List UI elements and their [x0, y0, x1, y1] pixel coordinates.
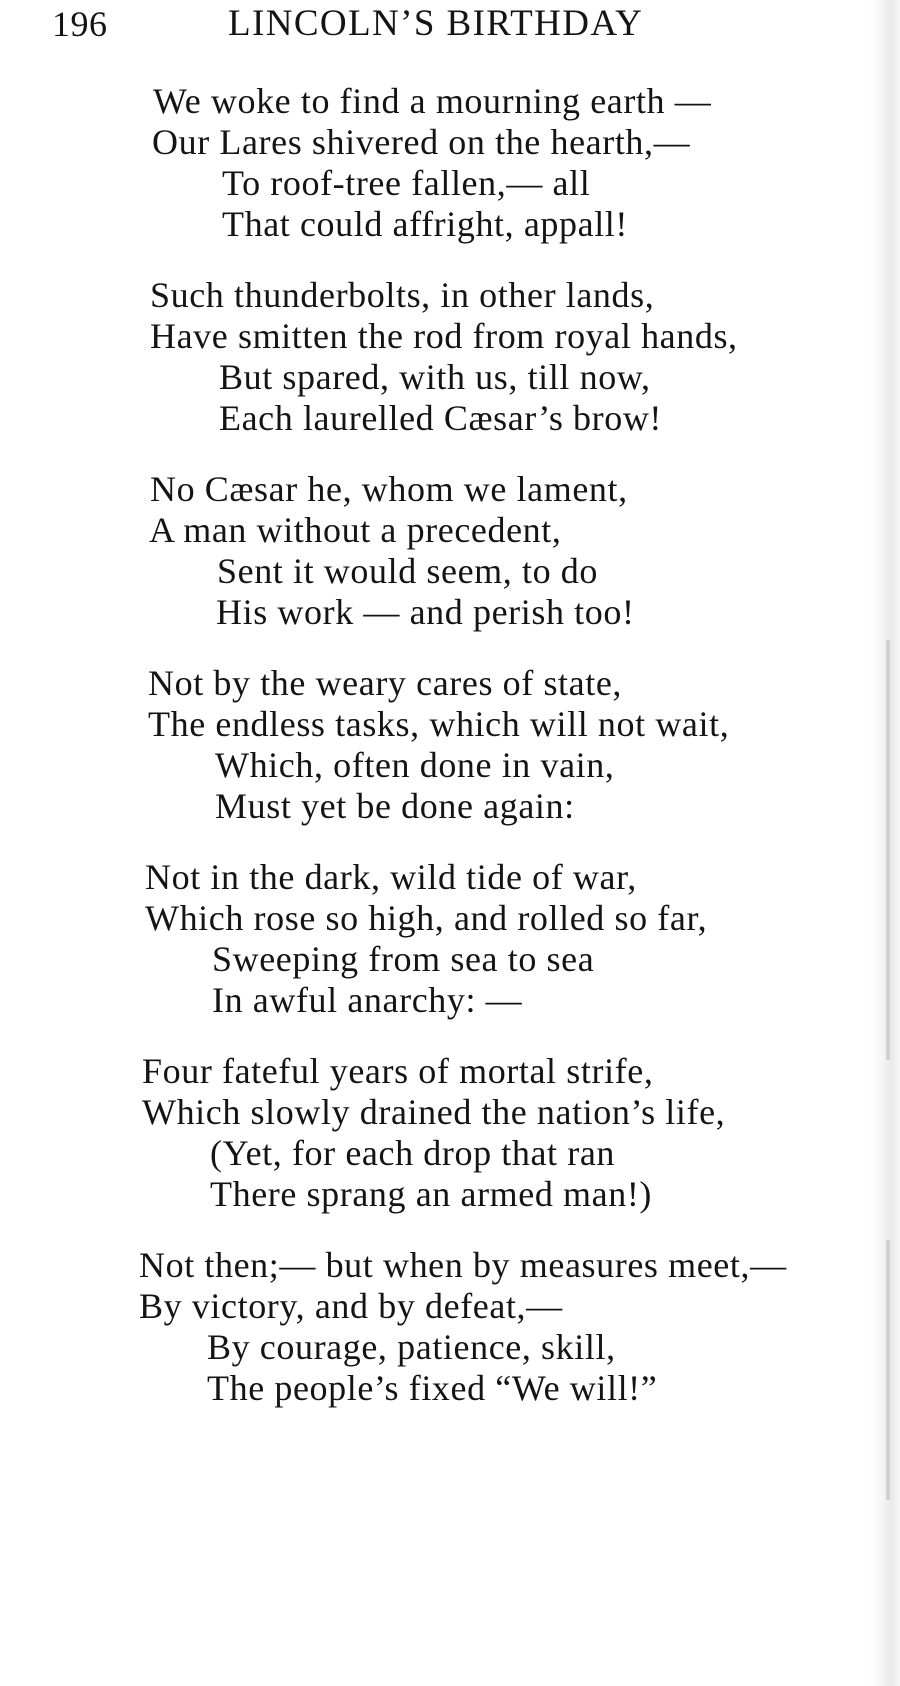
poem-line: Have smitten the rod from royal hands,	[150, 316, 738, 356]
poem-line: Four fateful years of mortal strife,	[142, 1051, 654, 1091]
poem-line: Such thunderbolts, in other lands,	[150, 275, 655, 315]
page-edge-shadow	[870, 0, 900, 1686]
page-number: 196	[52, 4, 108, 44]
poem-line: But spared, with us, till now,	[219, 357, 651, 397]
poem-line: That could affright, appall!	[222, 204, 628, 244]
poem-line: His work — and perish too!	[216, 592, 635, 632]
poem-line: Not in the dark, wild tide of war,	[145, 857, 637, 897]
poem-line: Our Lares shivered on the hearth,—	[152, 122, 691, 162]
poem-line: A man without a precedent,	[149, 510, 562, 550]
poem-line: Each laurelled Cæsar’s brow!	[219, 398, 662, 438]
poem-line: Which slowly drained the nation’s life,	[142, 1092, 726, 1132]
poem-line: In awful anarchy: —	[212, 980, 523, 1020]
poem-line: Sweeping from sea to sea	[212, 939, 595, 979]
poem-line: No Cæsar he, whom we lament,	[150, 469, 628, 509]
poem-line: Must yet be done again:	[215, 786, 575, 826]
poem-line: Not by the weary cares of state,	[148, 663, 623, 703]
poem-line: Sent it would seem, to do	[217, 551, 598, 591]
poem-line: Not then;— but when by measures meet,—	[139, 1245, 787, 1285]
poem-line: By victory, and by defeat,—	[139, 1286, 563, 1326]
page-edge-mark	[886, 640, 890, 1060]
poem-line: To roof-tree fallen,— all	[222, 163, 591, 203]
poem-line: The endless tasks, which will not wait,	[148, 704, 730, 744]
poem-line: Which, often done in vain,	[215, 745, 615, 785]
poem-line: There sprang an armed man!)	[210, 1174, 652, 1214]
running-title: LINCOLN’S BIRTHDAY	[228, 3, 644, 44]
poem-line: We woke to find a mourning earth —	[153, 81, 712, 121]
poem-line: (Yet, for each drop that ran	[210, 1133, 616, 1173]
page-edge-mark	[886, 1240, 890, 1500]
poem-line: The people’s fixed “We will!”	[207, 1368, 658, 1408]
poem-line: Which rose so high, and rolled so far,	[145, 898, 708, 938]
poem-line: By courage, patience, skill,	[207, 1327, 616, 1367]
